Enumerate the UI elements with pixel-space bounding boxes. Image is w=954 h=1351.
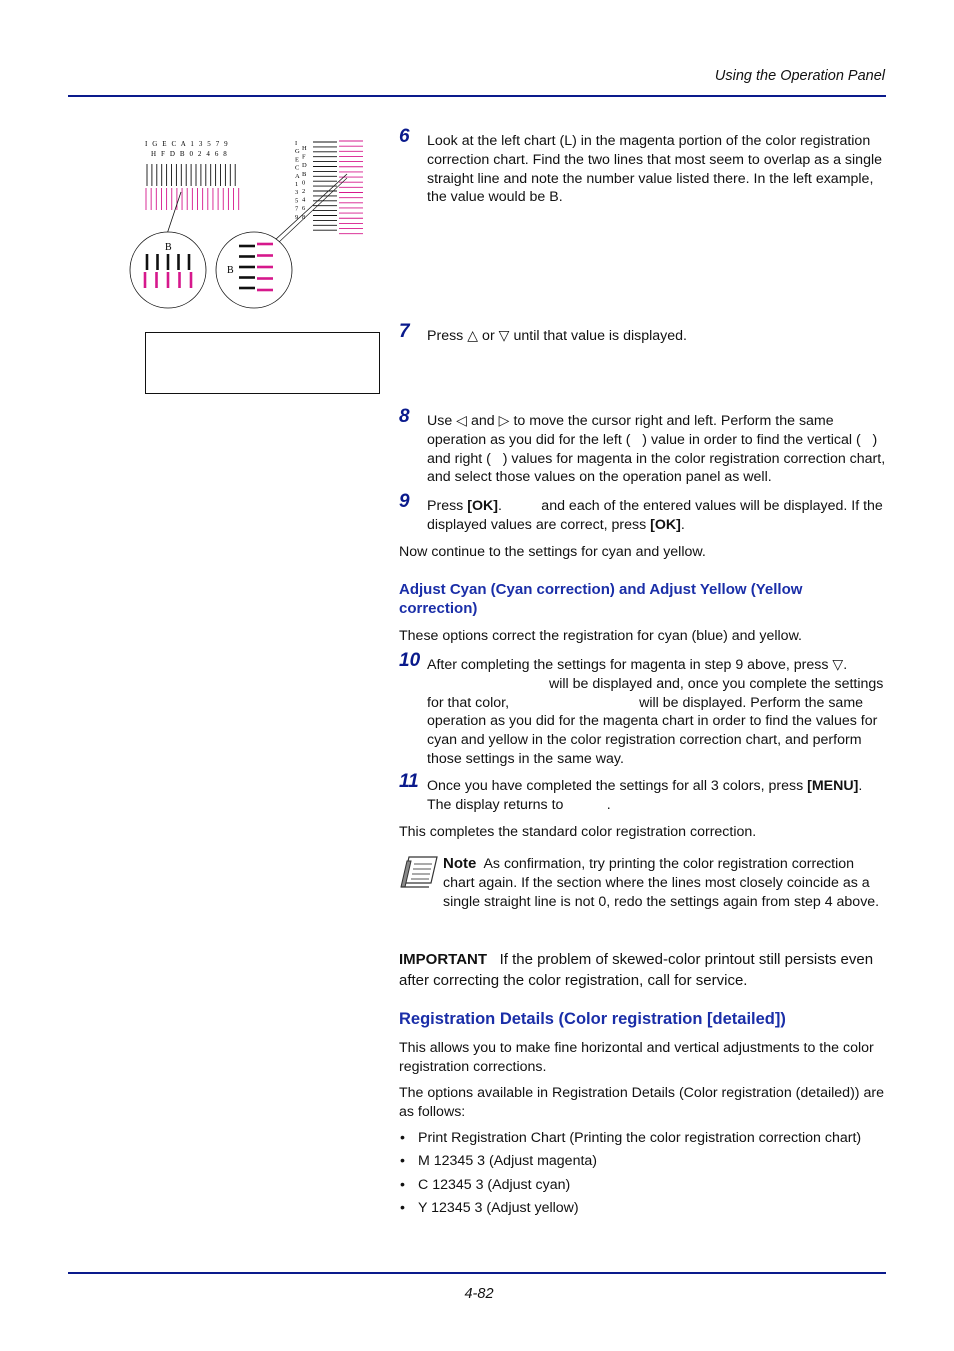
step-text: Use ◁ and ▷ to move the cursor right and left. Perform the same operation as you did for the left ( ) value in order to find the vertical ( ) and right ( ) values for magenta in the color registration correction chart, and select those values on the operation panel as well. [427, 413, 890, 486]
left-chart-top-letters: I G E C A 1 3 5 7 9 [145, 140, 230, 148]
left-chart-magenta-lines [146, 188, 239, 210]
note-text: As confirmation, try printing the color registration correction chart again. If the section where the lines most closely coincide as a single straight line is not 0, redo the settings again from step 4 above. [443, 856, 880, 910]
list-item: • Print Registration Chart (Printing the color registration correction chart) [399, 1129, 886, 1148]
important-text: If the problem of skewed-color printout still persists even after correcting the color registration, call for service. [399, 951, 874, 989]
step-number: 10 [399, 650, 421, 671]
step-number: 11 [399, 771, 419, 792]
important-block [399, 950, 886, 991]
right-chart-letter: 1 [295, 181, 299, 188]
step-10-text-b: will be displayed and, once you complete the settings for that color, will be displayed. Perform the same operation as you did for the magenta chart in order to find the values for cyan and yellow in the color registration correction chart, and perform those settings in the same way. [427, 675, 888, 767]
step-text: Press △ or ▽ until that value is displayed. [427, 328, 687, 344]
step-number: 6 [399, 126, 410, 147]
registration-chart-diagram [125, 130, 375, 315]
paragraph-options-intro: The options available in Registration Details (Color registration (detailed)) are as follows: [399, 1085, 884, 1120]
running-header: Using the Operation Panel [714, 68, 885, 84]
step-number: 7 [399, 321, 410, 342]
step-9-text-a: Press [427, 498, 468, 514]
paragraph-details-intro: This allows you to make fine horizontal and vertical adjustments to the color registration corrections. [399, 1040, 874, 1075]
paragraph-cyan-yellow-intro: These options correct the registration for cyan (blue) and yellow. [399, 628, 802, 644]
right-chart-letter: 7 [295, 205, 299, 213]
heading-registration-details: Registration Details (Color registration [detailed]) [399, 1010, 786, 1028]
right-chart-letters-primary [295, 140, 300, 221]
right-chart-letters-secondary [302, 145, 307, 221]
right-chart-letter: E [295, 156, 299, 164]
right-chart-letter: D [302, 162, 307, 170]
step-number: 9 [399, 491, 410, 512]
step-8 [399, 406, 890, 487]
paragraph-completes: This completes the standard color registration correction. [399, 824, 757, 840]
right-chart-magenta-lines [339, 141, 363, 234]
heading-adjust-cyan-yellow: Adjust Cyan (Cyan correction) and Adjust Yellow (Yellow correction) [399, 581, 803, 617]
options-list [399, 1129, 886, 1222]
step-text: Look at the left chart (L) in the magenta portion of the color registration correction chart. Find the two lines that most seem to overlap as a single straight line and note the number value listed there. In the left example, the value would be B. [427, 133, 883, 206]
left-callout-label: B [165, 242, 172, 253]
note-block [443, 855, 886, 911]
step-11-text-a: Once you have completed the settings for all 3 colors, press [427, 778, 808, 794]
ok-key-label: [OK] [650, 516, 681, 533]
right-chart-letter: 2 [302, 188, 306, 195]
step-11-text-b: . The display returns to . [427, 778, 866, 813]
right-chart-letter: 4 [302, 196, 306, 204]
right-chart-letter: 3 [295, 189, 299, 197]
list-item: • M 12345 3 (Adjust magenta) [399, 1152, 886, 1171]
step-9 [399, 491, 887, 535]
right-chart-letter: H [302, 145, 307, 152]
right-chart-letter: 8 [302, 213, 306, 221]
right-chart-letter: 6 [302, 205, 306, 213]
note-icon [399, 853, 439, 889]
left-chart-black-lines [147, 164, 235, 186]
step-10-text-a: After completing the settings for magenta in step 9 above, press ▽. [427, 657, 848, 673]
list-item: • C 12345 3 (Adjust cyan) [399, 1176, 886, 1195]
right-callout-label: B [227, 265, 234, 276]
right-chart-letter: B [302, 170, 307, 178]
right-chart [295, 140, 363, 234]
step-11 [399, 771, 886, 815]
left-chart [145, 140, 239, 210]
right-chart-letter: I [295, 140, 298, 147]
paragraph-continue: Now continue to the settings for cyan and yellow. [399, 544, 706, 560]
step-text [427, 497, 886, 535]
left-callout-leader [167, 192, 181, 234]
right-chart-letter: 5 [295, 197, 299, 205]
step-number: 8 [399, 406, 410, 427]
left-chart-bottom-letters: H F D B 0 2 4 6 8 [151, 150, 229, 158]
list-item: • Y 12345 3 (Adjust yellow) [399, 1199, 886, 1218]
step-9-text-b: . and each of the entered values will be displayed. If the displayed values are correct, press [427, 498, 887, 533]
note-label: Note [443, 855, 477, 872]
right-chart-letter: A [295, 172, 300, 180]
right-chart-letter: 0 [302, 179, 306, 187]
menu-key-label: [MENU] [807, 778, 859, 794]
step-text [427, 777, 886, 815]
step-10 [399, 650, 888, 769]
step-6 [399, 126, 886, 207]
step-7 [399, 321, 886, 346]
right-chart-letter: C [295, 164, 300, 172]
header-rule [68, 95, 886, 97]
ok-key-label: [OK] [467, 498, 498, 514]
footer-rule [68, 1272, 886, 1274]
right-chart-letter: 9 [295, 213, 299, 221]
operation-panel-display [145, 332, 380, 394]
step-9-text-c: . [680, 516, 685, 533]
right-chart-letter: G [295, 148, 300, 156]
step-text [427, 656, 886, 769]
page-number: 4-82 [464, 1286, 494, 1302]
important-label: IMPORTANT [399, 951, 488, 968]
right-chart-letter: F [302, 153, 306, 161]
